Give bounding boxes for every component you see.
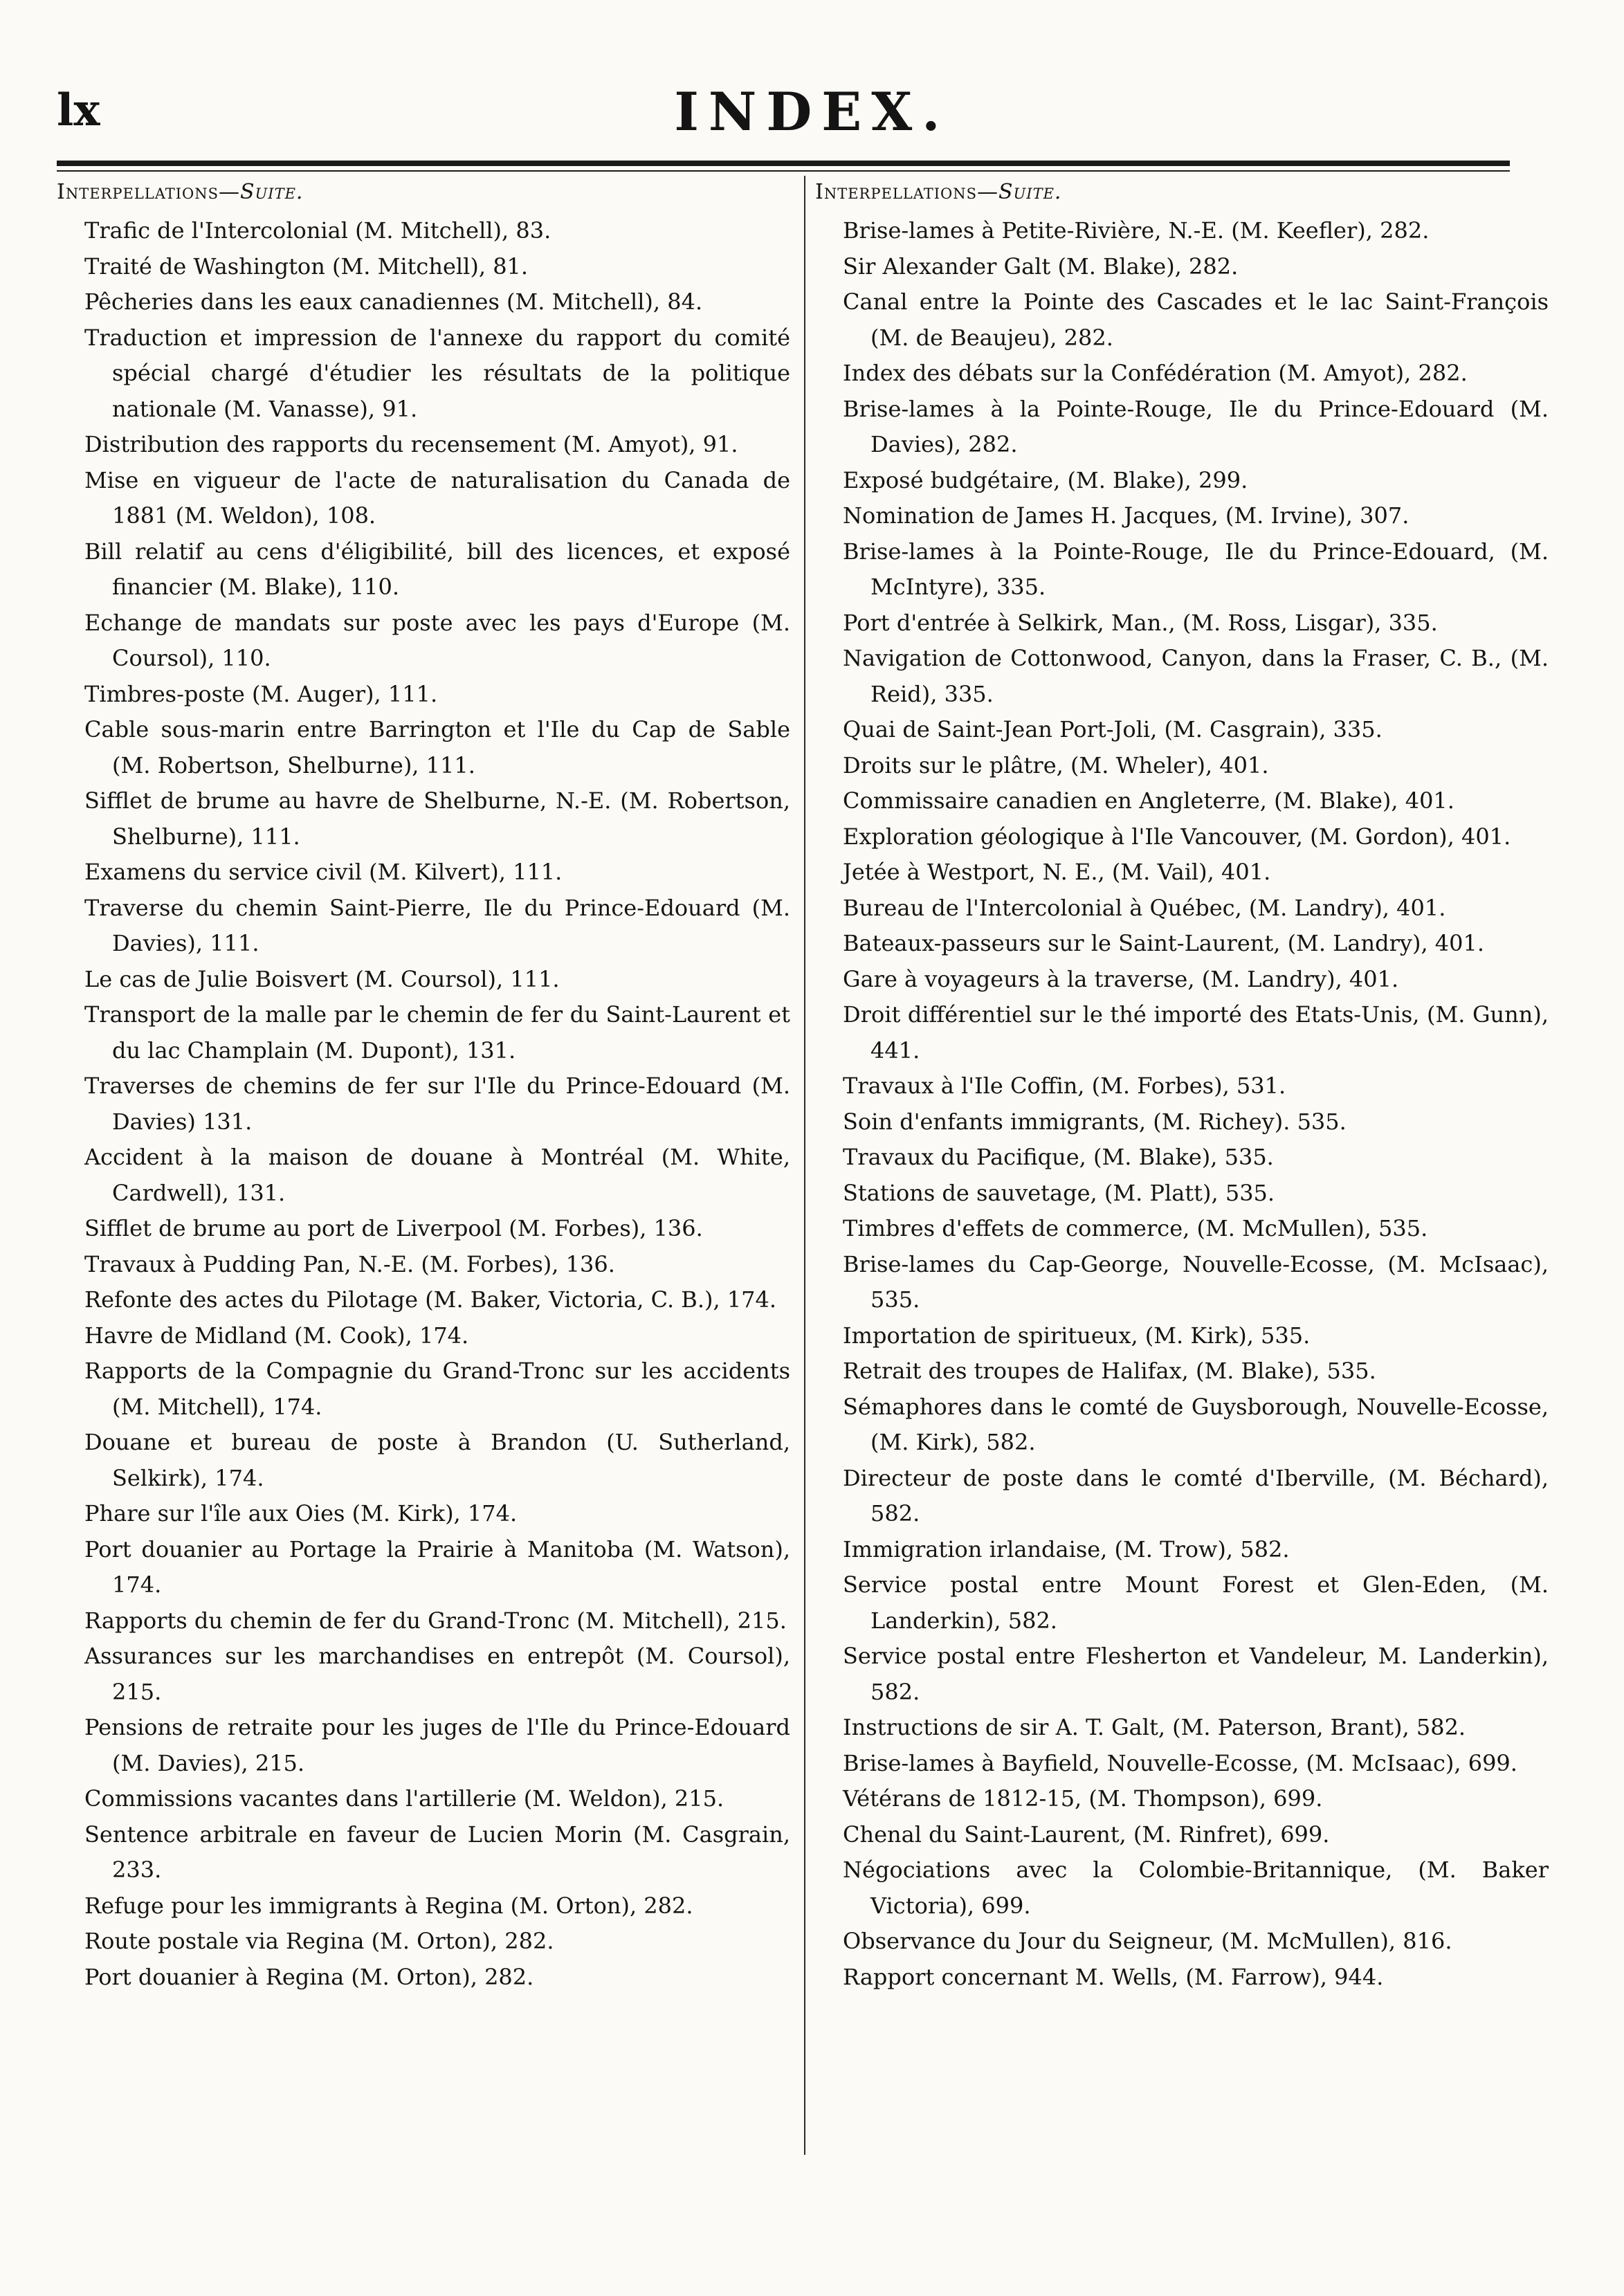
index-entry: Soin d'enfants immigrants, (M. Richey). 535. [843, 1108, 1347, 1135]
index-entry: Canal entre la Pointe des Cascades et le lac Saint-François (M. de Beaujeu), 282. [843, 289, 1549, 351]
index-entry: Négociations avec la Colombie-Britannique, (M. Baker Victoria), 699. [843, 1857, 1549, 1919]
index-entry: Echange de mandats sur poste avec les pays d'Europe (M. Coursol), 110. [84, 609, 790, 671]
index-entry: Traverses de chemins de fer sur l'Ile du Prince-Edouard (M. Davies) 131. [84, 1073, 790, 1135]
index-entry: Sir Alexander Galt (M. Blake), 282. [843, 253, 1239, 280]
index-entry: Sifflet de brume au port de Liverpool (M. Forbes), 136. [84, 1215, 703, 1241]
index-entry: Exposé budgétaire, (M. Blake), 299. [843, 466, 1248, 493]
index-entry: Timbres-poste (M. Auger), 111. [84, 680, 438, 707]
index-entry: Sifflet de brume au havre de Shelburne, N.-E. (M. Robertson, Shelburne), 111. [84, 787, 790, 850]
left-column-heading [57, 179, 790, 208]
index-entry: Douane et bureau de poste à Brandon (U. Sutherland, Selkirk), 174. [84, 1429, 790, 1491]
index-entry: Sentence arbitrale en faveur de Lucien Morin (M. Casgrain, 233. [84, 1821, 790, 1883]
index-entry: Commissions vacantes dans l'artillerie (M. Weldon), 215. [84, 1785, 724, 1812]
right-entry-list [815, 213, 1549, 1995]
index-entry: Accident à la maison de douane à Montréal (M. White, Cardwell), 131. [84, 1144, 790, 1206]
index-entry: Bureau de l'Intercolonial à Québec, (M. Landry), 401. [843, 894, 1446, 921]
index-entry: Trafic de l'Intercolonial (M. Mitchell), 83. [84, 217, 551, 244]
index-entry: Commissaire canadien en Angleterre, (M. Blake), 401. [843, 787, 1454, 814]
index-entry: Traduction et impression de l'annexe du rapport du comité spécial chargé d'étudier les résultats de la politique nationale (M. Vanasse), 91. [84, 324, 790, 422]
index-entry: Traverse du chemin Saint-Pierre, Ile du Prince-Edouard (M. Davies), 111. [84, 894, 790, 956]
index-entry: Importation de spiritueux, (M. Kirk), 535. [843, 1322, 1311, 1349]
index-entry: Rapports du chemin de fer du Grand-Tronc (M. Mitchell), 215. [84, 1607, 787, 1634]
index-entry: Retrait des troupes de Halifax, (M. Blake), 535. [843, 1358, 1376, 1384]
column-divider [804, 176, 805, 2155]
left-entry-list [57, 213, 790, 1995]
index-entry: Travaux à Pudding Pan, N.-E. (M. Forbes), 136. [84, 1250, 615, 1277]
index-entry: Brise-lames à la Pointe-Rouge, Ile du Prince-Edouard, (M. McIntyre), 335. [843, 538, 1549, 600]
heading-suite: Suite. [998, 180, 1062, 204]
index-entry: Droit différentiel sur le thé importé des Etats-Unis, (M. Gunn), 441. [843, 1001, 1549, 1064]
index-entry: Port douanier au Portage la Prairie à Manitoba (M. Watson), 174. [84, 1536, 790, 1598]
index-entry: Bill relatif au cens d'éligibilité, bill des licences, et exposé financier (M. Blake), 110. [84, 538, 790, 600]
left-column [57, 179, 790, 1995]
right-column [815, 179, 1549, 1995]
heading-label: Interpellations [815, 180, 978, 204]
index-entry: Droits sur le plâtre, (M. Wheler), 401. [843, 751, 1269, 778]
index-entry: Immigration irlandaise, (M. Trow), 582. [843, 1536, 1290, 1562]
index-entry: Refonte des actes du Pilotage (M. Baker, Victoria, C. B.), 174. [84, 1286, 777, 1313]
index-entry: Instructions de sir A. T. Galt, (M. Paterson, Brant), 582. [843, 1714, 1466, 1740]
index-entry: Service postal entre Flesherton et Vandeleur, M. Landerkin), 582. [843, 1643, 1549, 1705]
index-entry: Gare à voyageurs à la traverse, (M. Landry), 401. [843, 965, 1399, 992]
heading-suite: Suite. [240, 180, 304, 204]
index-entry: Havre de Midland (M. Cook), 174. [84, 1322, 469, 1349]
index-entry: Transport de la malle par le chemin de fer du Saint-Laurent et du lac Champlain (M. Dupont), 131. [84, 1001, 790, 1064]
index-entry: Brise-lames à Petite-Rivière, N.-E. (M. Keefler), 282. [843, 217, 1430, 244]
page-title: INDEX. [674, 81, 950, 143]
index-entry: Nomination de James H. Jacques, (M. Irvine), 307. [843, 502, 1409, 529]
index-entry: Refuge pour les immigrants à Regina (M. Orton), 282. [84, 1892, 693, 1919]
index-entry: Brise-lames du Cap-George, Nouvelle-Ecosse, (M. McIsaac), 535. [843, 1250, 1549, 1313]
index-entry: Service postal entre Mount Forest et Glen-Eden, (M. Landerkin), 582. [843, 1571, 1549, 1634]
header-rule-thin [57, 170, 1510, 172]
heading-dash: — [219, 180, 241, 204]
index-entry: Rapport concernant M. Wells, (M. Farrow), 944. [843, 1963, 1384, 1990]
index-entry: Travaux du Pacifique, (M. Blake), 535. [843, 1144, 1274, 1170]
index-entry: Bateaux-passeurs sur le Saint-Laurent, (M. Landry), 401. [843, 930, 1485, 956]
index-entry: Timbres d'effets de commerce, (M. McMullen), 535. [843, 1215, 1428, 1241]
page-number: lx [57, 84, 100, 136]
index-entry: Sémaphores dans le comté de Guysborough, Nouvelle-Ecosse, (M. Kirk), 582. [843, 1393, 1549, 1455]
index-entry: Exploration géologique à l'Ile Vancouver, (M. Gordon), 401. [843, 823, 1511, 850]
header-rule-thick [57, 161, 1510, 166]
index-entry: Mise en vigueur de l'acte de naturalisation du Canada de 1881 (M. Weldon), 108. [84, 466, 790, 529]
index-entry: Le cas de Julie Boisvert (M. Coursol), 111. [84, 965, 560, 992]
index-entry: Stations de sauvetage, (M. Platt), 535. [843, 1179, 1275, 1206]
index-entry: Rapports de la Compagnie du Grand-Tronc sur les accidents (M. Mitchell), 174. [84, 1358, 790, 1420]
index-entry: Index des débats sur la Confédération (M. Amyot), 282. [843, 360, 1468, 386]
index-entry: Brise-lames à Bayfield, Nouvelle-Ecosse, (M. McIsaac), 699. [843, 1749, 1517, 1776]
index-entry: Cable sous-marin entre Barrington et l'Ile du Cap de Sable (M. Robertson, Shelburne), 111. [84, 716, 790, 778]
index-entry: Port douanier à Regina (M. Orton), 282. [84, 1963, 534, 1990]
index-entry: Brise-lames à la Pointe-Rouge, Ile du Prince-Edouard (M. Davies), 282. [843, 395, 1549, 457]
index-entry: Vétérans de 1812-15, (M. Thompson), 699. [843, 1785, 1323, 1812]
right-column-heading [815, 179, 1549, 208]
index-entry: Port d'entrée à Selkirk, Man., (M. Ross, Lisgar), 335. [843, 609, 1438, 636]
index-entry: Chenal du Saint-Laurent, (M. Rinfret), 699. [843, 1821, 1330, 1848]
index-entry: Traité de Washington (M. Mitchell), 81. [84, 253, 529, 280]
heading-dash: — [977, 180, 999, 204]
index-entry: Jetée à Westport, N. E., (M. Vail), 401. [843, 859, 1271, 885]
index-entry: Travaux à l'Ile Coffin, (M. Forbes), 531. [843, 1073, 1286, 1099]
index-entry: Distribution des rapports du recensement (M. Amyot), 91. [84, 431, 738, 457]
index-entry: Pêcheries dans les eaux canadiennes (M. Mitchell), 84. [84, 289, 703, 315]
index-entry: Examens du service civil (M. Kilvert), 111. [84, 859, 563, 885]
index-entry: Phare sur l'île aux Oies (M. Kirk), 174. [84, 1500, 518, 1527]
index-entry: Observance du Jour du Seigneur, (M. McMullen), 816. [843, 1928, 1452, 1954]
index-entry: Quai de Saint-Jean Port-Joli, (M. Casgrain), 335. [843, 716, 1383, 742]
index-entry: Route postale via Regina (M. Orton), 282. [84, 1928, 554, 1954]
heading-label: Interpellations [57, 180, 219, 204]
index-entry: Assurances sur les marchandises en entrepôt (M. Coursol), 215. [84, 1643, 790, 1705]
index-entry: Pensions de retraite pour les juges de l'Ile du Prince-Edouard (M. Davies), 215. [84, 1714, 790, 1776]
index-entry: Navigation de Cottonwood, Canyon, dans la Fraser, C. B., (M. Reid), 335. [843, 645, 1549, 707]
index-entry: Directeur de poste dans le comté d'Iberville, (M. Béchard), 582. [843, 1464, 1549, 1527]
